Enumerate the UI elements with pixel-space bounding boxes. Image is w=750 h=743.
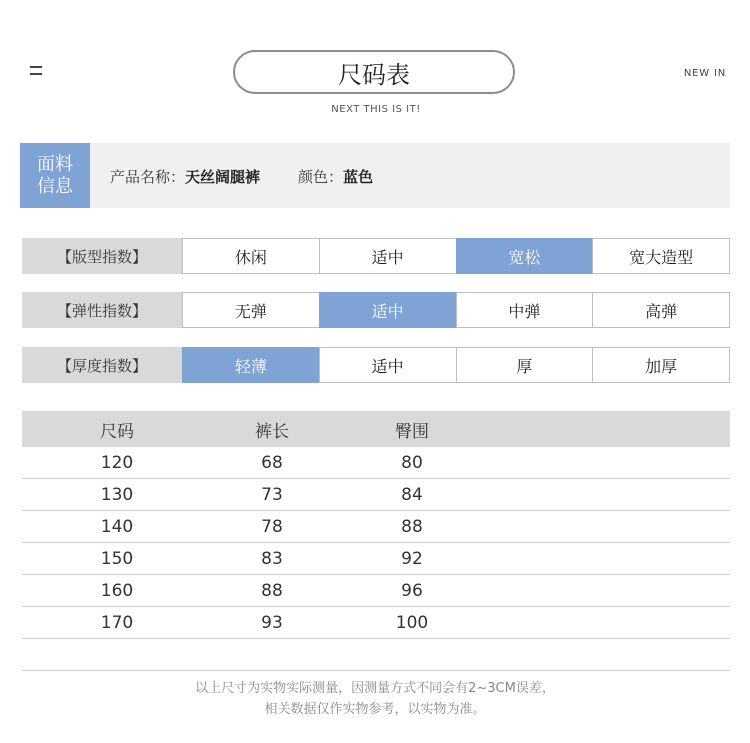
table-cell: 96 <box>401 580 423 601</box>
measurement-note-line2: 相关数据仅作实物参考，以实物为准。 <box>264 702 486 717</box>
table-row <box>22 607 730 639</box>
fit-option: 适中 <box>319 238 457 274</box>
fit-index-label: 【版型指数】 <box>22 238 182 274</box>
table-row <box>22 511 730 543</box>
table-cell: 160 <box>100 580 134 601</box>
table-cell: 80 <box>401 452 423 473</box>
table-row <box>22 479 730 511</box>
table-cell: 73 <box>261 484 283 505</box>
table-cell: 78 <box>261 516 283 537</box>
table-row <box>22 543 730 575</box>
fabric-details <box>110 166 373 187</box>
fit-index-row <box>22 238 730 274</box>
thickness-option: 轻薄 <box>182 347 320 383</box>
table-header <box>22 411 730 447</box>
page-title <box>233 50 515 94</box>
stretch-index-label: 【弹性指数】 <box>22 292 182 328</box>
table-cell: 93 <box>261 612 283 633</box>
thickness-option: 厚 <box>456 347 594 383</box>
fabric-info <box>20 143 730 208</box>
stretch-option: 高弹 <box>592 292 730 328</box>
table-cell: 84 <box>401 484 423 505</box>
table-cell: 92 <box>401 548 423 569</box>
stretch-option: 中弹 <box>456 292 594 328</box>
column-header-hip: 臀围 <box>395 421 429 442</box>
color-value: 蓝色 <box>343 168 374 186</box>
table-cell: 150 <box>100 548 134 569</box>
color-label: 颜色： <box>298 168 344 186</box>
stretch-index-row <box>22 292 730 328</box>
column-header-size: 尺码 <box>100 421 134 442</box>
stretch-option: 适中 <box>319 292 457 328</box>
table-cell: 170 <box>100 612 134 633</box>
thickness-index-label: 【厚度指数】 <box>22 347 182 383</box>
table-cell: 83 <box>261 548 283 569</box>
fit-option: 休闲 <box>182 238 320 274</box>
new-in-badge: NEW IN <box>683 68 726 79</box>
table-cell: 68 <box>261 452 283 473</box>
table-cell: 130 <box>100 484 134 505</box>
product-name-value: 天丝阔腿裤 <box>185 168 261 186</box>
fabric-tag-line2: 信息 <box>37 175 73 197</box>
table-cell: 100 <box>395 612 429 633</box>
divider <box>22 670 730 671</box>
table-cell: 88 <box>401 516 423 537</box>
thickness-index-row <box>22 347 730 383</box>
product-name-label: 产品名称： <box>110 168 186 186</box>
menu-icon[interactable] <box>30 66 42 76</box>
column-header-length: 裤长 <box>255 421 289 442</box>
fit-option: 宽松 <box>456 238 594 274</box>
fit-option: 宽大造型 <box>592 238 730 274</box>
thickness-option: 适中 <box>319 347 457 383</box>
table-row <box>22 447 730 479</box>
table-row <box>22 575 730 607</box>
size-table <box>22 411 730 639</box>
stretch-option: 无弹 <box>182 292 320 328</box>
table-cell: 88 <box>261 580 283 601</box>
fabric-tag <box>20 143 90 208</box>
table-cell: 140 <box>100 516 134 537</box>
table-cell: 120 <box>100 452 134 473</box>
page-subtitle: NEXT THIS IS IT! <box>331 104 421 115</box>
page-title-text: 尺码表 <box>338 60 410 89</box>
measurement-note-line1: 以上尺寸为实物实际测量，因测量方式不同会有2~3CM误差， <box>195 681 555 696</box>
fabric-tag-line1: 面料 <box>37 153 73 175</box>
thickness-option: 加厚 <box>592 347 730 383</box>
